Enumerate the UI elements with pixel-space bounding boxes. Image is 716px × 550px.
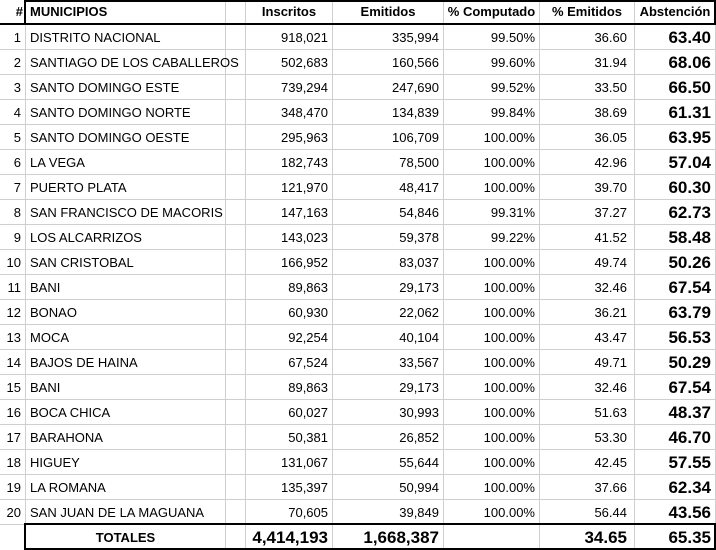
cell-inscritos: 918,021 [246,25,333,49]
cell-num: 6 [0,150,26,174]
cell-emitidos: 50,994 [333,475,444,499]
cell-inscritos: 502,683 [246,50,333,74]
cell-emitidos: 335,994 [333,25,444,49]
cell-emitidos-pct: 38.69 [540,100,635,124]
cell-municipio: BAJOS DE HAINA [26,350,226,374]
cell-num: 14 [0,350,26,374]
cell-inscritos: 60,930 [246,300,333,324]
cell-num: 2 [0,50,26,74]
cell-abstencion: 50.29 [635,350,716,374]
cell-emitidos-pct: 32.46 [540,275,635,299]
totals-cell-inscritos: 4,414,193 [246,525,333,550]
cell-abstencion: 56.53 [635,325,716,349]
column-header-abstencion: Abstención [635,0,716,23]
table-body [0,25,716,525]
cell-emitidos: 48,417 [333,175,444,199]
cell-emitidos: 106,709 [333,125,444,149]
cell-emitidos-pct: 49.71 [540,350,635,374]
cell-spacer [226,275,246,299]
cell-spacer [226,75,246,99]
table-row [0,175,716,200]
cell-computado: 100.00% [444,125,540,149]
cell-num: 5 [0,125,26,149]
totals-row [0,525,716,550]
cell-inscritos: 70,605 [246,500,333,524]
cell-municipio: PUERTO PLATA [26,175,226,199]
table-row [0,450,716,475]
cell-abstencion: 57.04 [635,150,716,174]
cell-abstencion: 67.54 [635,275,716,299]
cell-spacer [226,250,246,274]
cell-municipio: SAN JUAN DE LA MAGUANA [26,500,226,524]
cell-num: 18 [0,450,26,474]
cell-abstencion: 50.26 [635,250,716,274]
table-row [0,50,716,75]
cell-emitidos: 134,839 [333,100,444,124]
cell-emitidos: 78,500 [333,150,444,174]
cell-num: 13 [0,325,26,349]
cell-computado: 99.50% [444,25,540,49]
cell-inscritos: 348,470 [246,100,333,124]
table-row [0,475,716,500]
cell-emitidos: 59,378 [333,225,444,249]
cell-inscritos: 295,963 [246,125,333,149]
table-row [0,25,716,50]
cell-spacer [226,150,246,174]
cell-spacer [226,125,246,149]
cell-emitidos-pct: 37.66 [540,475,635,499]
column-header-emitidos-pct: % Emitidos [540,0,635,23]
totals-cell-emitidos: 1,668,387 [333,525,444,550]
table-row [0,275,716,300]
cell-computado: 100.00% [444,175,540,199]
cell-num: 20 [0,500,26,524]
cell-emitidos-pct: 39.70 [540,175,635,199]
cell-emitidos-pct: 36.60 [540,25,635,49]
cell-computado: 100.00% [444,425,540,449]
cell-abstencion: 63.40 [635,25,716,49]
cell-municipio: LOS ALCARRIZOS [26,225,226,249]
cell-abstencion: 57.55 [635,450,716,474]
cell-emitidos-pct: 36.05 [540,125,635,149]
cell-spacer [226,25,246,49]
cell-abstencion: 62.73 [635,200,716,224]
cell-inscritos: 166,952 [246,250,333,274]
cell-abstencion: 63.79 [635,300,716,324]
cell-num: 9 [0,225,26,249]
cell-computado: 100.00% [444,475,540,499]
cell-emitidos-pct: 51.63 [540,400,635,424]
cell-computado: 100.00% [444,400,540,424]
column-header-inscritos: Inscritos [246,0,333,23]
cell-emitidos-pct: 32.46 [540,375,635,399]
cell-num: 3 [0,75,26,99]
cell-inscritos: 67,524 [246,350,333,374]
cell-spacer [226,450,246,474]
cell-spacer [226,350,246,374]
cell-spacer [226,475,246,499]
cell-num: 19 [0,475,26,499]
cell-spacer [226,175,246,199]
cell-inscritos: 89,863 [246,275,333,299]
cell-emitidos: 160,566 [333,50,444,74]
cell-computado: 100.00% [444,350,540,374]
cell-num: 16 [0,400,26,424]
table-row [0,150,716,175]
cell-emitidos-pct: 43.47 [540,325,635,349]
cell-computado: 100.00% [444,375,540,399]
table-row [0,300,716,325]
cell-spacer [226,200,246,224]
cell-inscritos: 143,023 [246,225,333,249]
cell-num: 10 [0,250,26,274]
cell-computado: 100.00% [444,450,540,474]
cell-municipio: SANTO DOMINGO ESTE [26,75,226,99]
cell-num: 17 [0,425,26,449]
cell-abstencion: 61.31 [635,100,716,124]
cell-computado: 99.84% [444,100,540,124]
cell-emitidos-pct: 53.30 [540,425,635,449]
cell-num: 11 [0,275,26,299]
table-row [0,200,716,225]
table-row [0,325,716,350]
cell-inscritos: 135,397 [246,475,333,499]
cell-num: 12 [0,300,26,324]
table-row [0,350,716,375]
cell-spacer [226,50,246,74]
cell-emitidos: 29,173 [333,375,444,399]
cell-inscritos: 89,863 [246,375,333,399]
cell-num: 1 [0,25,26,49]
table-row [0,500,716,525]
cell-emitidos: 29,173 [333,275,444,299]
cell-emitidos-pct: 49.74 [540,250,635,274]
cell-abstencion: 48.37 [635,400,716,424]
cell-abstencion: 68.06 [635,50,716,74]
cell-spacer [226,225,246,249]
cell-computado: 99.22% [444,225,540,249]
cell-inscritos: 60,027 [246,400,333,424]
cell-inscritos: 50,381 [246,425,333,449]
cell-abstencion: 66.50 [635,75,716,99]
cell-emitidos-pct: 33.50 [540,75,635,99]
cell-abstencion: 46.70 [635,425,716,449]
column-header-spacer [226,0,246,23]
cell-municipio: SANTO DOMINGO NORTE [26,100,226,124]
table-row [0,400,716,425]
cell-computado: 100.00% [444,150,540,174]
cell-emitidos: 55,644 [333,450,444,474]
totals-cell-emitidos-pct: 34.65 [540,525,635,550]
cell-spacer [226,100,246,124]
cell-municipio: SANTO DOMINGO OESTE [26,125,226,149]
cell-computado: 100.00% [444,500,540,524]
cell-spacer [226,425,246,449]
cell-computado: 99.31% [444,200,540,224]
cell-emitidos: 26,852 [333,425,444,449]
cell-municipio: DISTRITO NACIONAL [26,25,226,49]
cell-emitidos-pct: 42.45 [540,450,635,474]
totals-label: TOTALES [26,525,226,550]
column-header-emitidos: Emitidos [333,0,444,23]
cell-emitidos: 54,846 [333,200,444,224]
cell-municipio: BONAO [26,300,226,324]
cell-computado: 99.52% [444,75,540,99]
cell-municipio: BANI [26,375,226,399]
column-header-num: # [0,0,26,23]
cell-emitidos: 40,104 [333,325,444,349]
cell-spacer [226,375,246,399]
cell-emitidos: 33,567 [333,350,444,374]
cell-spacer [226,300,246,324]
cell-computado: 100.00% [444,250,540,274]
cell-emitidos-pct: 56.44 [540,500,635,524]
cell-emitidos-pct: 31.94 [540,50,635,74]
cell-computado: 99.60% [444,50,540,74]
cell-municipio: LA VEGA [26,150,226,174]
cell-emitidos: 39,849 [333,500,444,524]
cell-abstencion: 67.54 [635,375,716,399]
cell-inscritos: 147,163 [246,200,333,224]
cell-abstencion: 63.95 [635,125,716,149]
cell-abstencion: 43.56 [635,500,716,524]
totals-cell-computado [444,525,540,550]
cell-inscritos: 92,254 [246,325,333,349]
cell-municipio: SAN CRISTOBAL [26,250,226,274]
cell-num: 7 [0,175,26,199]
cell-computado: 100.00% [444,325,540,349]
table-row [0,250,716,275]
totals-cell-num [0,525,26,550]
cell-num: 8 [0,200,26,224]
cell-emitidos: 247,690 [333,75,444,99]
cell-emitidos-pct: 42.96 [540,150,635,174]
cell-spacer [226,500,246,524]
cell-spacer [226,325,246,349]
cell-municipio: HIGUEY [26,450,226,474]
table-row [0,75,716,100]
table-row [0,100,716,125]
cell-computado: 100.00% [444,275,540,299]
cell-municipio: BANI [26,275,226,299]
cell-inscritos: 739,294 [246,75,333,99]
cell-abstencion: 58.48 [635,225,716,249]
table-row [0,375,716,400]
column-header-computado: % Computado [444,0,540,23]
cell-emitidos: 83,037 [333,250,444,274]
cell-inscritos: 121,970 [246,175,333,199]
cell-num: 4 [0,100,26,124]
cell-municipio: MOCA [26,325,226,349]
cell-abstencion: 62.34 [635,475,716,499]
cell-inscritos: 131,067 [246,450,333,474]
cell-inscritos: 182,743 [246,150,333,174]
table-header-row [0,0,716,25]
cell-emitidos-pct: 37.27 [540,200,635,224]
column-header-municipios: MUNICIPIOS [26,0,226,23]
cell-emitidos: 30,993 [333,400,444,424]
cell-emitidos-pct: 36.21 [540,300,635,324]
totals-cell-abstencion: 65.35 [635,525,716,550]
table-row [0,425,716,450]
cell-emitidos: 22,062 [333,300,444,324]
table-row [0,125,716,150]
cell-municipio: LA ROMANA [26,475,226,499]
cell-municipio: SANTIAGO DE LOS CABALLEROS [26,50,226,74]
table-row [0,225,716,250]
cell-emitidos-pct: 41.52 [540,225,635,249]
cell-abstencion: 60.30 [635,175,716,199]
cell-municipio: BARAHONA [26,425,226,449]
cell-spacer [226,400,246,424]
cell-num: 15 [0,375,26,399]
totals-cell-spacer [226,525,246,550]
cell-municipio: BOCA CHICA [26,400,226,424]
cell-municipio: SAN FRANCISCO DE MACORIS [26,200,226,224]
cell-computado: 100.00% [444,300,540,324]
